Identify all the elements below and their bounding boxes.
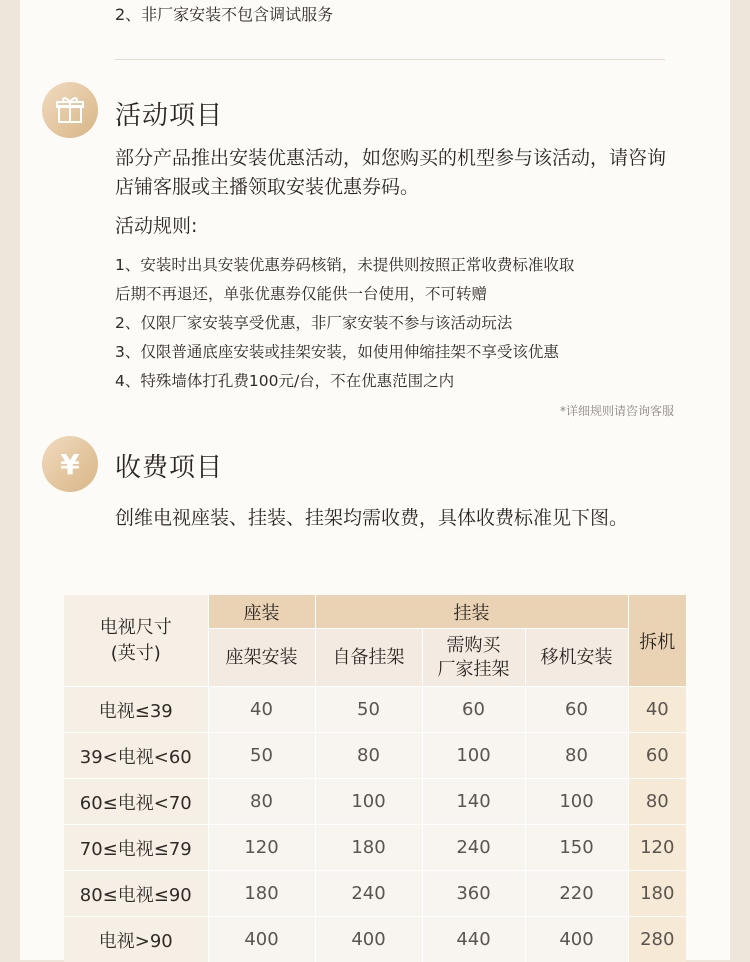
price-cell: 80 (525, 733, 628, 779)
table-row (64, 687, 686, 733)
table-row (64, 917, 686, 962)
gift-icon (42, 82, 98, 138)
sub-header: 座架安装 (208, 629, 315, 687)
activity-desc: 部分产品推出安装优惠活动，如您购买的机型参与该活动，请咨询店铺客服或主播领取安装优惠券码。 (115, 144, 680, 202)
price-cell: 400 (525, 917, 628, 962)
size-cell: 39<电视<60 (64, 733, 208, 779)
price-cell: 60 (525, 687, 628, 733)
price-cell: 400 (208, 917, 315, 962)
divider (115, 59, 665, 60)
rule-item: 3、仅限普通底座安装或挂架安装，如使用伸缩挂架不享受该优惠 (115, 338, 695, 367)
rules-list (115, 251, 695, 396)
yen-glyph: ¥ (60, 448, 79, 481)
remove-price-cell: 80 (628, 779, 686, 825)
remove-price-cell: 180 (628, 871, 686, 917)
size-cell: 70≤电视≤79 (64, 825, 208, 871)
price-cell: 100 (422, 733, 525, 779)
price-cell: 100 (525, 779, 628, 825)
size-header: 电视尺寸 (英寸) (64, 595, 208, 687)
remove-price-cell: 280 (628, 917, 686, 962)
price-cell: 240 (315, 871, 422, 917)
price-cell: 360 (422, 871, 525, 917)
price-cell: 120 (208, 825, 315, 871)
price-cell: 80 (208, 779, 315, 825)
rules-note: *详细规则请咨询客服 (560, 402, 674, 419)
fee-table (64, 595, 686, 962)
price-cell: 60 (422, 687, 525, 733)
table-row (64, 871, 686, 917)
table-row (64, 779, 686, 825)
price-cell: 50 (208, 733, 315, 779)
price-cell: 400 (315, 917, 422, 962)
sub-header: 自备挂架 (315, 629, 422, 687)
price-cell: 180 (208, 871, 315, 917)
top-note: 2、非厂家安装不包含调试服务 (115, 2, 333, 25)
price-cell: 80 (315, 733, 422, 779)
sub-header: 需购买 厂家挂架 (422, 629, 525, 687)
remove-header: 拆机 (628, 595, 686, 687)
rule-item: 2、仅限厂家安装享受优惠，非厂家安装不参与该活动玩法 (115, 309, 695, 338)
table-row (64, 825, 686, 871)
remove-price-cell: 40 (628, 687, 686, 733)
price-cell: 140 (422, 779, 525, 825)
rule-item: 4、特殊墙体打孔费100元/台，不在优惠范围之内 (115, 367, 695, 396)
rule-item: 后期不再退还，单张优惠券仅能供一台使用，不可转赠 (115, 280, 695, 309)
price-cell: 240 (422, 825, 525, 871)
fee-desc: 创维电视座装、挂装、挂架均需收费，具体收费标准见下图。 (115, 501, 655, 535)
remove-price-cell: 120 (628, 825, 686, 871)
price-cell: 100 (315, 779, 422, 825)
rule-item: 1、安装时出具安装优惠券码核销，未提供则按照正常收费标准收取 (115, 251, 695, 280)
fee-title: 收费项目 (115, 447, 223, 484)
rules-title: 活动规则: (115, 211, 197, 238)
yen-icon (42, 436, 98, 492)
table-row (64, 733, 686, 779)
price-cell: 150 (525, 825, 628, 871)
sub-header: 移机安装 (525, 629, 628, 687)
price-cell: 180 (315, 825, 422, 871)
remove-price-cell: 60 (628, 733, 686, 779)
price-cell: 220 (525, 871, 628, 917)
size-cell: 电视>90 (64, 917, 208, 962)
size-cell: 80≤电视≤90 (64, 871, 208, 917)
size-cell: 60≤电视<70 (64, 779, 208, 825)
price-cell: 40 (208, 687, 315, 733)
hang-group-header: 挂装 (315, 595, 628, 629)
activity-title: 活动项目 (115, 95, 223, 132)
size-cell: 电视≤39 (64, 687, 208, 733)
price-cell: 50 (315, 687, 422, 733)
price-cell: 440 (422, 917, 525, 962)
seat-group-header: 座装 (208, 595, 315, 629)
